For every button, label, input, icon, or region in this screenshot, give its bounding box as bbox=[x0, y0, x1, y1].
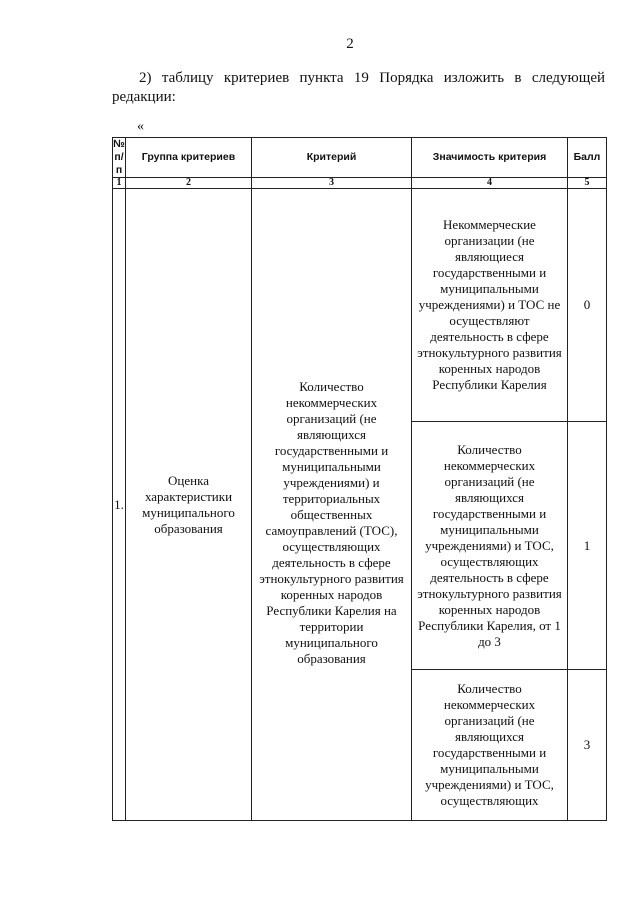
intro-paragraph: 2) таблицу критериев пункта 19 Порядка изложить в следующей редакции: bbox=[112, 70, 605, 105]
significance-level bbox=[412, 189, 568, 422]
significance-text: Количество некоммерческих организаций (не являющихся государственными и муниципальными учреждениями) и ТОС, осуществляющих bbox=[425, 681, 554, 808]
table-row bbox=[113, 189, 607, 422]
header-row bbox=[113, 138, 607, 178]
criteria-group bbox=[126, 189, 252, 821]
score: 3 bbox=[568, 670, 607, 821]
criterion bbox=[252, 189, 412, 821]
criterion-text: Количество некоммерческих организаций (не являющихся государственными и муниципальными учреждениями) и территориальных общественных самоуправлений (ТОС), осуществляющих деятельность в сфере этнокультурного развития коренных народов Республики Карелия на территории муниципального образования bbox=[259, 379, 404, 666]
header-num: № п/п bbox=[113, 138, 125, 176]
score: 0 bbox=[568, 189, 607, 422]
significance-text: Некоммерческие организации (не являющиеся государственными и муниципальными учреждениями) и ТОС не осуществляют деятельность в сфере этнокультурного развития коренных народов Республики Карелия bbox=[417, 217, 562, 392]
significance-text: Количество некоммерческих организаций (не являющихся государственными и муниципальными учреждениями) и ТОС, осуществляющих деятельность в сфере этнокультурного развития коренных народов Республики Карелия, от 1 до 3 bbox=[417, 441, 562, 649]
score: 1 bbox=[568, 422, 607, 670]
criteria-table bbox=[112, 137, 607, 821]
col-number: 3 bbox=[252, 178, 412, 189]
col-number: 1 bbox=[113, 178, 126, 189]
header-score: Балл bbox=[568, 138, 607, 178]
page-number: 2 bbox=[346, 36, 354, 52]
opening-quote: « bbox=[137, 119, 144, 134]
significance-level bbox=[412, 422, 568, 670]
column-number-row bbox=[113, 178, 607, 189]
significance-level bbox=[412, 670, 568, 821]
header-criterion: Критерий bbox=[252, 138, 412, 178]
header-significance: Значимость критерия bbox=[412, 138, 568, 178]
criteria-group-text: Оценка характеристики муниципального образования bbox=[142, 472, 235, 536]
row-number: 1. bbox=[113, 189, 126, 821]
col-number: 2 bbox=[126, 178, 252, 189]
col-number: 4 bbox=[412, 178, 568, 189]
col-number: 5 bbox=[568, 178, 607, 189]
header-group: Группа критериев bbox=[126, 138, 252, 178]
